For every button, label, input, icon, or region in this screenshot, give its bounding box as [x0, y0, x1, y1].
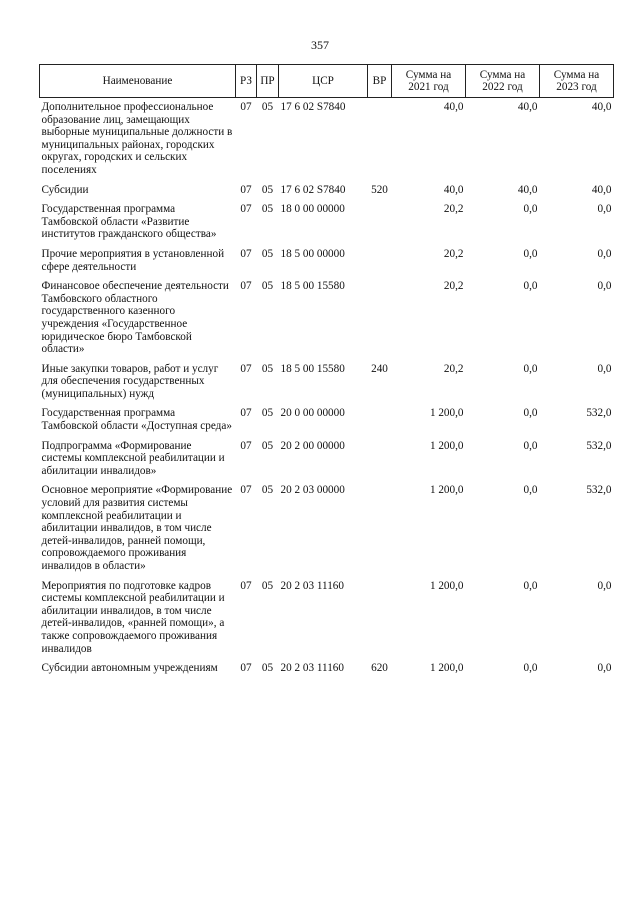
cell-sum-2021: 1 200,0: [429, 579, 464, 592]
cell-sum-2023: 0,0: [597, 662, 612, 675]
cell-name: Подпрограмма «Формирование системы комплексной реабилитации и абилитации инвалидов»: [41, 439, 225, 477]
table-row: [40, 659, 614, 679]
header-sum-2023: Сумма на 2023 год: [540, 65, 614, 98]
header-rz: РЗ: [236, 65, 257, 98]
cell-rz: 07: [240, 407, 252, 420]
cell-vr: [368, 245, 392, 277]
cell-sum-2022: 0,0: [523, 439, 538, 452]
header-csr: ЦСР: [279, 65, 368, 98]
cell-vr: [368, 404, 392, 436]
cell-vr: [368, 277, 392, 360]
cell-sum-2021: 1 200,0: [429, 407, 464, 420]
cell-csr: 18 5 00 00000: [280, 247, 345, 260]
cell-sum-2023: 0,0: [597, 579, 612, 592]
cell-sum-2022: 0,0: [523, 203, 538, 216]
cell-name: Государственная программа Тамбовской области «Доступная среда»: [41, 407, 232, 433]
cell-sum-2022: 0,0: [523, 407, 538, 420]
cell-sum-2023: 532,0: [586, 439, 612, 452]
cell-sum-2022: 0,0: [523, 247, 538, 260]
cell-csr: 20 2 03 11160: [280, 579, 344, 592]
table-body: [40, 98, 614, 679]
header-sum-2022: Сумма на 2022 год: [466, 65, 540, 98]
cell-pr: 05: [261, 579, 274, 592]
cell-sum-2021: 1 200,0: [429, 662, 464, 675]
cell-rz: 07: [240, 662, 252, 675]
table-row: [40, 277, 614, 360]
cell-rz: 07: [240, 280, 252, 293]
cell-sum-2023: 0,0: [597, 280, 612, 293]
cell-sum-2022: 0,0: [523, 662, 538, 675]
cell-csr: 20 2 03 00000: [280, 484, 345, 497]
cell-sum-2023: 532,0: [586, 407, 612, 420]
header-vr: ВР: [368, 65, 392, 98]
table-header-row: [40, 65, 614, 98]
cell-sum-2023: 40,0: [591, 101, 612, 113]
cell-name: Мероприятия по подготовке кадров системы комплексной реабилитации и абилитации инвалидов, в том числе детей-инвалидов, «ранней помощи», а также сопровождаемого проживания инвалидов: [41, 579, 225, 655]
cell-sum-2021: 40,0: [443, 183, 464, 196]
cell-csr: 17 6 02 S7840: [280, 101, 346, 113]
cell-vr: [368, 577, 392, 660]
cell-pr: 05: [261, 662, 274, 675]
cell-pr: 05: [261, 407, 274, 420]
header-sum-2021: Сумма на 2021 год: [392, 65, 466, 98]
table-row: [40, 98, 614, 181]
cell-sum-2023: 0,0: [597, 203, 612, 216]
cell-rz: 07: [240, 203, 252, 216]
budget-table: [39, 64, 614, 679]
cell-name: Дополнительное профессиональное образование лиц, замещающих выборные муниципальные должности в муниципальных районах, городских округах, городских и сельских поселениях: [41, 101, 233, 176]
cell-sum-2021: 20,2: [443, 247, 464, 260]
cell-name: Финансовое обеспечение деятельности Тамбовского областного государственного казенного учреждения «Государственное юридическое бюро Тамбовской области»: [41, 280, 229, 356]
cell-vr: [368, 437, 392, 482]
cell-sum-2023: 532,0: [586, 484, 612, 497]
cell-vr: 520: [371, 183, 388, 196]
cell-rz: 07: [240, 579, 252, 592]
cell-csr: 18 0 00 00000: [280, 203, 345, 216]
cell-vr: [368, 98, 392, 181]
cell-sum-2022: 0,0: [523, 362, 538, 375]
cell-sum-2023: 0,0: [597, 247, 612, 260]
cell-sum-2022: 0,0: [523, 579, 538, 592]
cell-sum-2023: 0,0: [597, 362, 612, 375]
cell-csr: 20 2 00 00000: [280, 439, 345, 452]
cell-name: Иные закупки товаров, работ и услуг для обеспечения государственных (муниципальных) нужд: [41, 362, 219, 400]
table-row: [40, 181, 614, 201]
cell-sum-2021: 40,0: [443, 101, 464, 113]
header-pr: ПР: [257, 65, 279, 98]
cell-pr: 05: [261, 183, 274, 196]
table-row: [40, 577, 614, 660]
cell-pr: 05: [261, 362, 274, 375]
cell-pr: 05: [261, 439, 274, 452]
cell-sum-2021: 20,2: [443, 203, 464, 216]
cell-vr: 240: [371, 362, 388, 375]
cell-sum-2021: 1 200,0: [429, 484, 464, 497]
table-row: [40, 360, 614, 405]
cell-csr: 18 5 00 15580: [280, 280, 345, 293]
cell-pr: 05: [261, 247, 274, 260]
table-row: [40, 481, 614, 576]
cell-sum-2021: 20,2: [443, 280, 464, 293]
cell-rz: 07: [240, 247, 252, 260]
cell-sum-2022: 0,0: [523, 280, 538, 293]
cell-name: Государственная программа Тамбовской области «Развитие институтов гражданского общества»: [41, 203, 217, 241]
cell-rz: 07: [240, 101, 252, 113]
cell-pr: 05: [261, 484, 274, 497]
cell-rz: 07: [240, 439, 252, 452]
page-number: 357: [311, 38, 329, 52]
cell-name: Субсидии: [41, 183, 89, 196]
cell-csr: 20 0 00 00000: [280, 407, 345, 420]
cell-name: Основное мероприятие «Формирование условий для развития системы комплексной реабилитации и абилитации инвалидов, в том числе детей-инвалидов, ранней помощи, сопровождаемого проживания инвалидов в области»: [41, 484, 233, 572]
cell-rz: 07: [240, 183, 252, 196]
cell-rz: 07: [240, 484, 252, 497]
cell-sum-2023: 40,0: [591, 183, 612, 196]
cell-sum-2022: 0,0: [523, 484, 538, 497]
cell-rz: 07: [240, 362, 252, 375]
table-row: [40, 200, 614, 245]
cell-sum-2021: 20,2: [443, 362, 464, 375]
cell-vr: [368, 481, 392, 576]
cell-name: Прочие мероприятия в установленной сфере деятельности: [41, 247, 225, 273]
table-row: [40, 437, 614, 482]
cell-pr: 05: [261, 203, 274, 216]
cell-name: Субсидии автономным учреждениям: [41, 662, 218, 675]
cell-csr: 17 6 02 S7840: [280, 183, 346, 196]
cell-sum-2021: 1 200,0: [429, 439, 464, 452]
cell-csr: 20 2 03 11160: [280, 662, 344, 675]
cell-pr: 05: [261, 101, 274, 113]
table-row: [40, 404, 614, 436]
cell-csr: 18 5 00 15580: [280, 362, 345, 375]
cell-vr: 620: [371, 662, 388, 675]
table-row: [40, 245, 614, 277]
cell-sum-2022: 40,0: [517, 101, 538, 113]
cell-vr: [368, 200, 392, 245]
header-name: Наименование: [40, 65, 236, 98]
cell-sum-2022: 40,0: [517, 183, 538, 196]
cell-pr: 05: [261, 280, 274, 293]
